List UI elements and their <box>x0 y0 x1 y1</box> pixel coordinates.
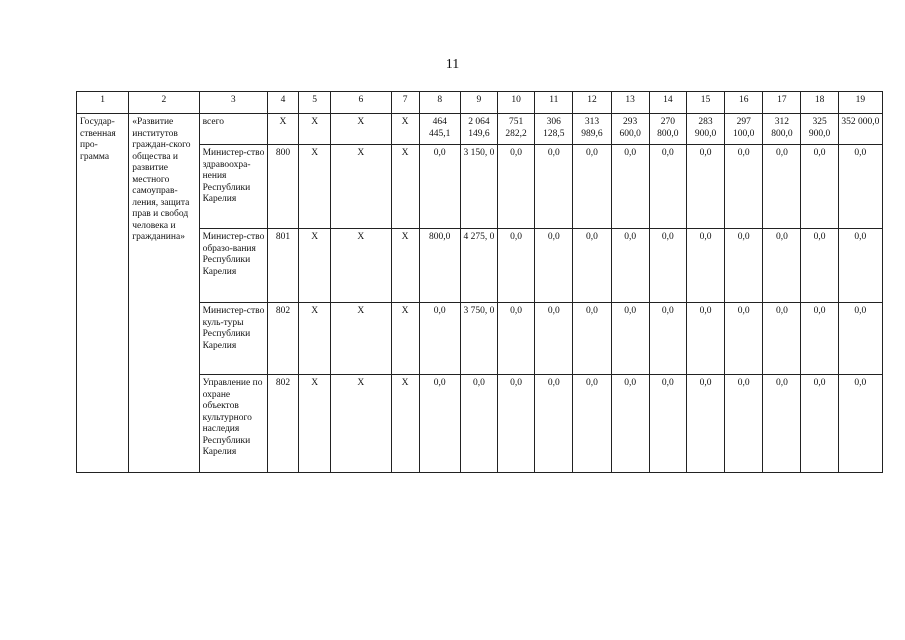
value-cell-col-12: 0,0 <box>573 145 611 229</box>
page-number: 11 <box>445 57 460 72</box>
value-cell-col-9: 3 750, 0 <box>460 303 497 375</box>
value-cell-col-12: 313 989,6 <box>573 114 611 145</box>
value-cell-col-4: X <box>267 114 298 145</box>
header-cell-2: 2 <box>129 92 199 114</box>
value-cell-col-8: 0,0 <box>419 303 460 375</box>
header-cell-8: 8 <box>419 92 460 114</box>
value-cell-col-10: 0,0 <box>498 375 535 473</box>
value-cell-col-15: 0,0 <box>686 145 724 229</box>
value-cell-col-11: 306 128,5 <box>535 114 573 145</box>
value-cell-col-11: 0,0 <box>535 229 573 303</box>
value-cell-col-18: 0,0 <box>801 229 838 303</box>
value-cell-col-12: 0,0 <box>573 229 611 303</box>
value-cell-col-19: 0,0 <box>838 229 882 303</box>
value-cell-col-5: X <box>299 145 331 229</box>
value-cell-col-10: 0,0 <box>498 229 535 303</box>
value-cell-col-17: 312 800,0 <box>763 114 801 145</box>
value-cell-col-15: 0,0 <box>686 229 724 303</box>
header-cell-16: 16 <box>725 92 763 114</box>
header-row <box>77 92 883 114</box>
value-cell-col-13: 293 600,0 <box>611 114 649 145</box>
value-cell-col-13: 0,0 <box>611 303 649 375</box>
executor-cell: всего <box>199 114 267 145</box>
executor-cell: Министер-ство куль-туры Республики Карелия <box>199 303 267 375</box>
value-cell-col-10: 0,0 <box>498 145 535 229</box>
value-cell-col-18: 0,0 <box>801 145 838 229</box>
value-cell-col-13: 0,0 <box>611 375 649 473</box>
value-cell-col-8: 464 445,1 <box>419 114 460 145</box>
value-cell-col-19: 0,0 <box>838 303 882 375</box>
value-cell-col-9: 4 275, 0 <box>460 229 497 303</box>
value-cell-col-19: 0,0 <box>838 145 882 229</box>
value-cell-col-13: 0,0 <box>611 229 649 303</box>
value-cell-col-9: 2 064 149,6 <box>460 114 497 145</box>
value-cell-col-19: 352 000,0 <box>838 114 882 145</box>
value-cell-col-6: X <box>331 229 391 303</box>
executor-cell: Министер-ство здравоохра-нения Республики Карелия <box>199 145 267 229</box>
executor-cell: Управление по охране объектов культурного наследия Республики Карелия <box>199 375 267 473</box>
value-cell-col-16: 0,0 <box>725 229 763 303</box>
value-cell-col-14: 270 800,0 <box>649 114 686 145</box>
value-cell-col-12: 0,0 <box>573 375 611 473</box>
value-cell-col-16: 297 100,0 <box>725 114 763 145</box>
value-cell-col-9: 0,0 <box>460 375 497 473</box>
program-name-cell: «Развитие институтов граждан-ского общества и развитие местного самоуправ-ления, защита прав и свобод человека и гражданина» <box>129 114 199 473</box>
value-cell-col-15: 0,0 <box>686 303 724 375</box>
value-cell-col-5: X <box>299 229 331 303</box>
value-cell-col-7: X <box>391 375 419 473</box>
header-cell-12: 12 <box>573 92 611 114</box>
table-body <box>77 92 883 473</box>
value-cell-col-10: 0,0 <box>498 303 535 375</box>
value-cell-col-14: 0,0 <box>649 145 686 229</box>
value-cell-col-17: 0,0 <box>763 145 801 229</box>
value-cell-col-11: 0,0 <box>535 375 573 473</box>
header-cell-1: 1 <box>77 92 129 114</box>
value-cell-col-18: 0,0 <box>801 303 838 375</box>
value-cell-col-5: X <box>299 375 331 473</box>
header-cell-17: 17 <box>763 92 801 114</box>
header-cell-6: 6 <box>331 92 391 114</box>
header-cell-9: 9 <box>460 92 497 114</box>
value-cell-col-4: 802 <box>267 303 298 375</box>
value-cell-col-7: X <box>391 145 419 229</box>
value-cell-col-6: X <box>331 303 391 375</box>
value-cell-col-17: 0,0 <box>763 229 801 303</box>
value-cell-col-16: 0,0 <box>725 375 763 473</box>
header-cell-18: 18 <box>801 92 838 114</box>
value-cell-col-17: 0,0 <box>763 303 801 375</box>
value-cell-col-7: X <box>391 303 419 375</box>
program-type-cell: Государ-ственная про-грамма <box>77 114 129 473</box>
value-cell-col-14: 0,0 <box>649 229 686 303</box>
value-cell-col-6: X <box>331 145 391 229</box>
value-cell-col-4: 800 <box>267 145 298 229</box>
header-cell-13: 13 <box>611 92 649 114</box>
value-cell-col-8: 800,0 <box>419 229 460 303</box>
value-cell-col-16: 0,0 <box>725 145 763 229</box>
executor-cell: Министер-ство образо-вания Республики Карелия <box>199 229 267 303</box>
value-cell-col-13: 0,0 <box>611 145 649 229</box>
header-cell-4: 4 <box>267 92 298 114</box>
header-cell-10: 10 <box>498 92 535 114</box>
value-cell-col-14: 0,0 <box>649 375 686 473</box>
header-cell-19: 19 <box>838 92 882 114</box>
value-cell-col-17: 0,0 <box>763 375 801 473</box>
header-cell-7: 7 <box>391 92 419 114</box>
header-cell-5: 5 <box>299 92 331 114</box>
value-cell-col-6: X <box>331 375 391 473</box>
value-cell-col-11: 0,0 <box>535 145 573 229</box>
budget-table <box>76 91 883 473</box>
value-cell-col-6: X <box>331 114 391 145</box>
value-cell-col-5: X <box>299 114 331 145</box>
header-cell-14: 14 <box>649 92 686 114</box>
value-cell-col-10: 751 282,2 <box>498 114 535 145</box>
value-cell-col-14: 0,0 <box>649 303 686 375</box>
table-row <box>77 114 883 145</box>
value-cell-col-15: 283 900,0 <box>686 114 724 145</box>
value-cell-col-4: 801 <box>267 229 298 303</box>
value-cell-col-19: 0,0 <box>838 375 882 473</box>
header-cell-15: 15 <box>686 92 724 114</box>
value-cell-col-16: 0,0 <box>725 303 763 375</box>
value-cell-col-5: X <box>299 303 331 375</box>
value-cell-col-8: 0,0 <box>419 145 460 229</box>
value-cell-col-18: 325 900,0 <box>801 114 838 145</box>
value-cell-col-9: 3 150, 0 <box>460 145 497 229</box>
value-cell-col-12: 0,0 <box>573 303 611 375</box>
value-cell-col-11: 0,0 <box>535 303 573 375</box>
header-cell-11: 11 <box>535 92 573 114</box>
value-cell-col-7: X <box>391 229 419 303</box>
value-cell-col-15: 0,0 <box>686 375 724 473</box>
value-cell-col-7: X <box>391 114 419 145</box>
value-cell-col-8: 0,0 <box>419 375 460 473</box>
value-cell-col-4: 802 <box>267 375 298 473</box>
header-cell-3: 3 <box>199 92 267 114</box>
value-cell-col-18: 0,0 <box>801 375 838 473</box>
